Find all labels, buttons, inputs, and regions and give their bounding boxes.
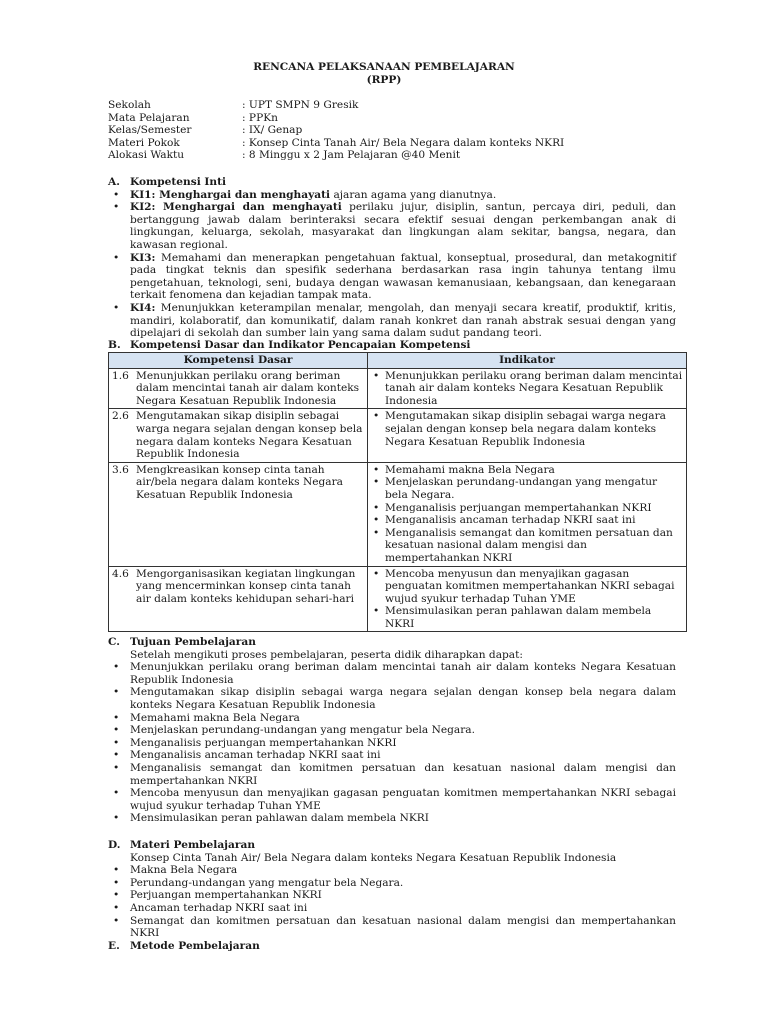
identity-block bbox=[108, 99, 564, 162]
section-heading bbox=[108, 636, 698, 649]
identity-row bbox=[108, 149, 564, 162]
kd-text: Mengutamakan sikap disiplin sebagai warga negara sejalan dengan konsep bela negara dalam konteks Negara Kesatuan Republik Indonesia bbox=[136, 410, 363, 461]
table-row bbox=[109, 462, 687, 566]
indicator-item bbox=[371, 410, 683, 448]
title-line-1: RENCANA PELAKSANAAN PEMBELAJARAN bbox=[253, 61, 515, 73]
list-item-text: Ancaman terhadap NKRI saat ini bbox=[130, 901, 308, 914]
list-item-text: Menganalisis semangat dan komitmen persatuan dan kesatuan nasional dalam mengisi dan mempertahankan NKRI bbox=[130, 761, 676, 787]
bullet-icon: • bbox=[113, 686, 120, 699]
bullet-icon: • bbox=[113, 711, 120, 724]
bullet-icon: • bbox=[113, 301, 120, 314]
list-item bbox=[108, 889, 676, 902]
bullet-icon: • bbox=[113, 188, 120, 201]
indicator-item bbox=[371, 568, 683, 606]
bullet-icon: • bbox=[113, 864, 120, 877]
list-item bbox=[108, 915, 676, 940]
section-materi-pembelajaran bbox=[108, 839, 698, 940]
bullet-icon: • bbox=[373, 463, 380, 476]
bullet-icon: • bbox=[113, 251, 120, 264]
section-title: Metode Pembelajaran bbox=[130, 940, 260, 952]
bullet-icon: • bbox=[113, 876, 120, 889]
list-item bbox=[108, 877, 676, 890]
bullet-icon: • bbox=[113, 761, 120, 774]
list-item-text: Menjelaskan perundang-undangan yang mengatur bela Negara. bbox=[130, 724, 475, 737]
section-title: Kompetensi Inti bbox=[130, 176, 226, 188]
bullet-icon: • bbox=[113, 724, 120, 737]
section-tujuan-pembelajaran bbox=[108, 636, 698, 825]
kd-number: 1.6 bbox=[112, 369, 129, 382]
bullet-icon: • bbox=[373, 567, 380, 580]
indicator-text: Menganalisis ancaman terhadap NKRI saat ini bbox=[385, 514, 636, 527]
tujuan-list bbox=[108, 661, 676, 825]
table-row bbox=[109, 566, 687, 632]
list-item-text: Makna Bela Negara bbox=[130, 864, 238, 877]
list-item bbox=[108, 302, 676, 340]
indicator-text: Menganalisis perjuangan mempertahankan NKRI bbox=[385, 501, 652, 514]
list-item bbox=[108, 749, 676, 762]
identity-value: : UPT SMPN 9 Gresik bbox=[242, 99, 359, 111]
bullet-icon: • bbox=[373, 410, 380, 423]
bullet-icon: • bbox=[113, 661, 120, 674]
section-kompetensi-inti bbox=[108, 176, 698, 340]
bullet-icon: • bbox=[373, 526, 380, 539]
list-item bbox=[108, 252, 676, 302]
bullet-icon: • bbox=[373, 501, 380, 514]
ki-key: KI4: bbox=[130, 301, 156, 314]
bullet-icon: • bbox=[113, 812, 120, 825]
list-item bbox=[108, 864, 676, 877]
ki-text: Menunjukkan keterampilan menalar, mengolah, dan menyaji secara kreatif, produktif, kritis, mandiri, kolaboratif, dan komunikatif, dalam ranah konkret dan ranah abstrak sesuai dengan yang dipelajari di sekolah dan sumber lain yang sama dalam sudut pandang teori. bbox=[130, 301, 676, 340]
section-heading bbox=[108, 339, 698, 352]
list-item-text: Perjuangan mempertahankan NKRI bbox=[130, 889, 322, 902]
section-heading bbox=[108, 176, 698, 189]
identity-row bbox=[108, 99, 564, 112]
bullet-icon: • bbox=[113, 787, 120, 800]
list-item bbox=[108, 686, 676, 711]
bullet-icon: • bbox=[373, 605, 380, 618]
identity-row bbox=[108, 124, 564, 137]
section-title: Tujuan Pembelajaran bbox=[130, 636, 256, 648]
bullet-icon: • bbox=[373, 514, 380, 527]
list-item bbox=[108, 189, 676, 202]
table-row bbox=[109, 368, 687, 409]
column-header-indikator: Indikator bbox=[368, 353, 687, 369]
section-letter: E. bbox=[108, 940, 120, 952]
list-item bbox=[108, 712, 676, 725]
bullet-icon: • bbox=[113, 914, 120, 927]
section-letter: C. bbox=[108, 636, 120, 648]
list-item-text: Menganalisis perjuangan mempertahankan NKRI bbox=[130, 736, 397, 749]
bullet-icon: • bbox=[113, 749, 120, 762]
indicator-text: Menganalisis semangat dan komitmen persatuan dan kesatuan nasional dalam mengisi dan mempertahankan NKRI bbox=[385, 526, 673, 564]
ki-list bbox=[108, 189, 676, 340]
identity-label: Kelas/Semester bbox=[108, 124, 192, 137]
section-intro: Konsep Cinta Tanah Air/ Bela Negara dalam konteks Negara Kesatuan Republik Indonesia bbox=[130, 851, 617, 864]
list-item-text: Memahami makna Bela Negara bbox=[130, 711, 300, 724]
kd-indicator-table bbox=[108, 352, 687, 632]
table-row bbox=[109, 409, 687, 462]
materi-list bbox=[108, 864, 676, 940]
identity-value: : Konsep Cinta Tanah Air/ Bela Negara dalam konteks NKRI bbox=[242, 136, 565, 149]
section-metode-pembelajaran bbox=[108, 940, 698, 953]
section-letter: D. bbox=[108, 839, 121, 851]
list-item bbox=[108, 762, 676, 787]
ki-key: KI3: bbox=[130, 251, 156, 264]
indicator-text: Menunjukkan perilaku orang beriman dalam mencintai tanah air dalam konteks Negara Kesatuan Republik Indonesia bbox=[385, 369, 683, 407]
indicator-item bbox=[371, 605, 683, 630]
section-intro: Setelah mengikuti proses pembelajaran, peserta didik diharapkan dapat: bbox=[130, 648, 523, 661]
kd-number: 4.6 bbox=[112, 567, 129, 580]
ki-text: ajaran agama yang dianutnya. bbox=[330, 188, 497, 201]
list-item bbox=[108, 724, 676, 737]
identity-label: Sekolah bbox=[108, 99, 151, 111]
list-item bbox=[108, 737, 676, 750]
identity-value: : IX/ Genap bbox=[242, 124, 303, 137]
indicator-cell bbox=[368, 409, 687, 462]
kd-cell bbox=[109, 462, 368, 566]
kd-text: Menunjukkan perilaku orang beriman dalam mencintai tanah air dalam konteks Negara Kesatuan Republik Indonesia bbox=[136, 369, 360, 407]
section-heading bbox=[108, 839, 698, 852]
bullet-icon: • bbox=[113, 901, 120, 914]
indicator-item bbox=[371, 527, 683, 565]
list-item-text: Mencoba menyusun dan menyajikan gagasan penguatan komitmen mempertahankan NKRI sebagai wujud syukur terhadap Tuhan YME bbox=[130, 787, 676, 812]
list-item bbox=[108, 812, 676, 825]
kd-cell bbox=[109, 368, 368, 409]
bullet-icon: • bbox=[113, 201, 120, 214]
identity-value: : PPKn bbox=[242, 111, 278, 124]
bullet-icon: • bbox=[113, 889, 120, 902]
list-item-text: Mensimulasikan peran pahlawan dalam membela NKRI bbox=[130, 812, 429, 825]
list-item bbox=[108, 902, 676, 915]
kd-number: 3.6 bbox=[112, 463, 129, 476]
section-heading bbox=[108, 940, 698, 953]
indicator-item bbox=[371, 464, 683, 477]
kd-number: 2.6 bbox=[112, 410, 129, 423]
identity-row bbox=[108, 112, 564, 125]
identity-value: : 8 Minggu x 2 Jam Pelajaran @40 Menit bbox=[242, 149, 461, 162]
list-item bbox=[108, 661, 676, 686]
kd-cell bbox=[109, 566, 368, 632]
indicator-cell bbox=[368, 566, 687, 632]
kd-cell bbox=[109, 409, 368, 462]
indicator-text: Menjelaskan perundang-undangan yang mengatur bela Negara. bbox=[385, 476, 658, 501]
section-letter: A. bbox=[108, 176, 120, 188]
ki-text: perilaku jujur, disiplin, santun, percaya diri, peduli, dan bertanggung jawab dalam berinteraksi secara efektif sesuai dengan perkembangan anak di lingkungan, keluarga, sekolah, masyarakat dan lingkungan alam sekitar, bangsa, negara, dan kawasan regional. bbox=[130, 201, 676, 251]
list-item-text: Perundang-undangan yang mengatur bela Negara. bbox=[130, 876, 404, 889]
indicator-text: Mensimulasikan peran pahlawan dalam membela NKRI bbox=[385, 605, 652, 630]
indicator-item bbox=[371, 476, 683, 501]
kd-text: Mengorganisasikan kegiatan lingkungan yang mencerminkan konsep cinta tanah air dalam konteks kehidupan sehari-hari bbox=[136, 567, 356, 605]
identity-row bbox=[108, 137, 564, 150]
list-item-text: Menunjukkan perilaku orang beriman dalam mencintai tanah air dalam konteks Negara Kesatuan Republik Indonesia bbox=[130, 661, 676, 686]
kd-text: Mengkreasikan konsep cinta tanah air/bela negara dalam konteks Negara Kesatuan Republik Indonesia bbox=[136, 463, 343, 501]
section-letter: B. bbox=[108, 339, 121, 351]
ki-key: KI2: Menghargai dan menghayati bbox=[130, 201, 342, 214]
indicator-cell bbox=[368, 462, 687, 566]
bullet-icon: • bbox=[373, 369, 380, 382]
bullet-icon: • bbox=[373, 476, 380, 489]
indicator-text: Mencoba menyusun dan menyajikan gagasan penguatan komitmen mempertahankan NKRI sebagai wujud syukur terhadap Tuhan YME bbox=[385, 567, 675, 605]
ki-text: Memahami dan menerapkan pengetahuan faktual, konseptual, prosedural, dan metakognitif pada tingkat teknis dan spesifik sederhana berdasarkan rasa ingin tahunya tentang ilmu pengetahuan, teknologi, seni, budaya dengan wawasan kemanusiaan, kebangsaan, dan kenegaraan terkait fenomena dan kejadian tampak mata. bbox=[130, 251, 676, 302]
identity-label: Materi Pokok bbox=[108, 136, 180, 149]
list-item-text: Menganalisis ancaman terhadap NKRI saat ini bbox=[130, 749, 381, 762]
bullet-icon: • bbox=[113, 736, 120, 749]
title-line-2: (RPP) bbox=[366, 74, 402, 86]
section-title: Kompetensi Dasar dan Indikator Pencapaian Kompetensi bbox=[130, 339, 471, 351]
list-item bbox=[108, 787, 676, 812]
section-title: Materi Pembelajaran bbox=[130, 839, 256, 851]
identity-label: Mata Pelajaran bbox=[108, 111, 190, 124]
indicator-cell bbox=[368, 368, 687, 409]
document-title bbox=[0, 61, 768, 87]
indicator-text: Memahami makna Bela Negara bbox=[385, 463, 555, 476]
section-kompetensi-dasar bbox=[108, 339, 698, 352]
list-item-text: Mengutamakan sikap disiplin sebagai warga negara sejalan dengan konsep bela negara dalam konteks Negara Kesatuan Republik Indonesia bbox=[130, 686, 676, 711]
indicator-item bbox=[371, 514, 683, 527]
column-header-kd: Kompetensi Dasar bbox=[109, 353, 368, 369]
list-item bbox=[108, 201, 676, 251]
indicator-item bbox=[371, 370, 683, 408]
ki-key: KI1: Menghargai dan menghayati bbox=[130, 188, 331, 201]
indicator-item bbox=[371, 502, 683, 515]
indicator-text: Mengutamakan sikap disiplin sebagai warga negara sejalan dengan konsep bela negara dalam konteks Negara Kesatuan Republik Indonesia bbox=[385, 410, 666, 448]
table-header-row bbox=[109, 353, 687, 369]
identity-label: Alokasi Waktu bbox=[108, 149, 185, 162]
list-item-text: Semangat dan komitmen persatuan dan kesatuan nasional dalam mengisi dan mempertahankan NKRI bbox=[130, 914, 676, 940]
